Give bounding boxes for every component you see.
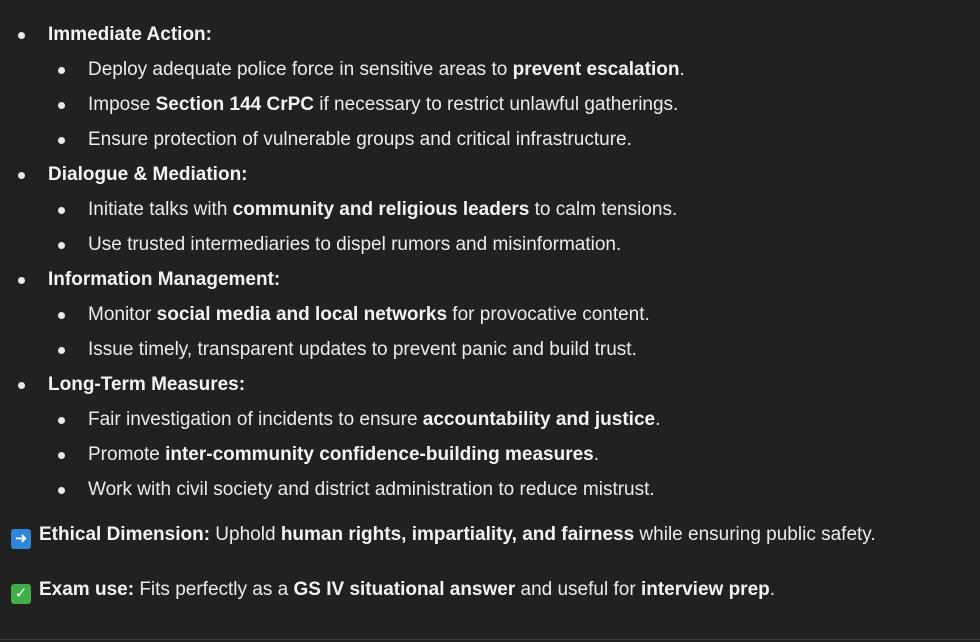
section-heading: Immediate Action: [48, 24, 212, 45]
bullet [58, 452, 65, 459]
bullet [58, 242, 65, 249]
bullet [58, 67, 65, 74]
section-heading: Long-Term Measures: [48, 374, 246, 395]
bullet [58, 207, 65, 214]
list-item: Initiate talks with community and religious leaders to calm tensions. [88, 199, 678, 220]
list-item: Impose Section 144 CrPC if necessary to restrict unlawful gatherings. [88, 94, 679, 115]
bullet [18, 172, 25, 179]
list-item: Monitor social media and local networks for provocative content. [88, 304, 650, 325]
exam-use-line: ✓ Exam use: Fits perfectly as a GS IV situational answer and useful for interview prep. [11, 578, 775, 604]
bullet [18, 382, 25, 389]
list-item: Ensure protection of vulnerable groups and critical infrastructure. [88, 129, 632, 150]
bullet [58, 102, 65, 109]
bullet [58, 137, 65, 144]
divider [0, 639, 980, 640]
bullet [58, 347, 65, 354]
section-heading: Information Management: [48, 269, 281, 290]
list-item: Fair investigation of incidents to ensure accountability and justice. [88, 409, 661, 430]
list-item: Issue timely, transparent updates to prevent panic and build trust. [88, 339, 637, 360]
list-item: Deploy adequate police force in sensitive areas to prevent escalation. [88, 59, 685, 80]
bullet [58, 417, 65, 424]
bullet [18, 32, 25, 39]
ethical-dimension-line: ➜ Ethical Dimension: Uphold human rights, impartiality, and fairness while ensuring public safety. [11, 523, 876, 549]
list-item: Work with civil society and district administration to reduce mistrust. [88, 479, 655, 500]
list-item: Use trusted intermediaries to dispel rumors and misinformation. [88, 234, 622, 255]
right-arrow-emoji-icon: ➜ [11, 529, 31, 549]
section-heading: Dialogue & Mediation: [48, 164, 248, 185]
bullet [18, 277, 25, 284]
bullet [58, 312, 65, 319]
check-mark-emoji-icon: ✓ [11, 584, 31, 604]
list-item: Promote inter-community confidence-building measures. [88, 444, 599, 465]
bullet [58, 487, 65, 494]
